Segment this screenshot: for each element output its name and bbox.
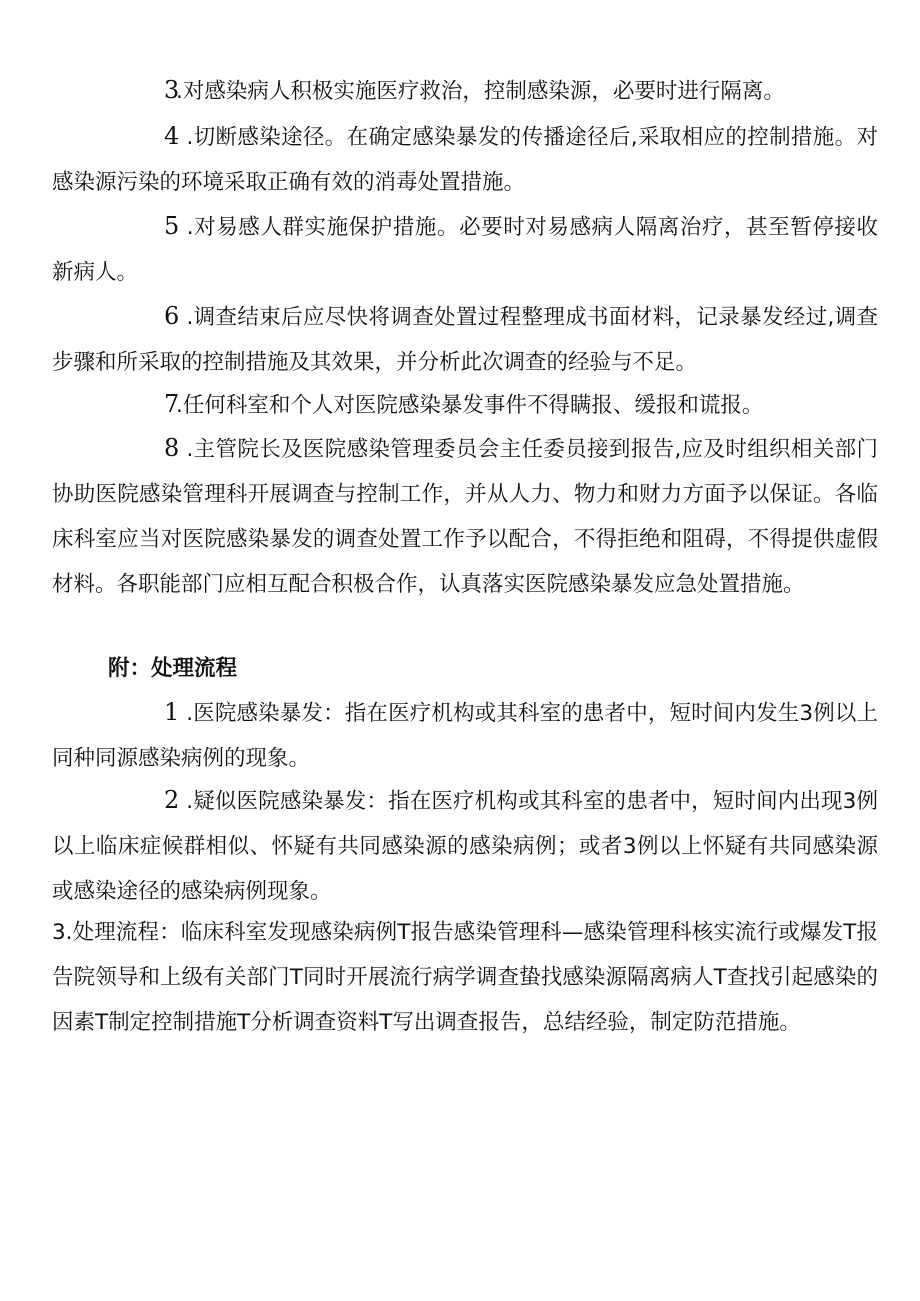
- paragraph-text: .切断感染途径。在确定感染暴发的传播途径后,采取相应的控制措施。对感染源污染的环境采取正确有效的消毒处置措施。: [52, 125, 878, 195]
- appendix-item-2: [52, 778, 878, 914]
- paragraph-text: .疑似医院感染暴发：指在医疗机构或其科室的患者中，短时间内出现3例以上临床症候群相似、怀疑有共同感染源的感染病例；或者3例以上怀疑有共同感染源或感染途径的感染病例现象。: [52, 789, 878, 904]
- paragraph-8: [52, 426, 878, 607]
- appendix-item-3: 3.处理流程：临床科室发现感染病例T报告感染管理科—感染管理科核实流行或爆发T报告院领导和上级有关部门T同时开展流行病学调查蛰找感染源隔离病人T查找引起感染的因素T制定控制措施T分析调查资料T写出调查报告，总结经验，制定防范措施。: [52, 920, 878, 1035]
- item-number: 1: [164, 698, 180, 726]
- item-number: 3: [164, 76, 180, 104]
- paragraph-4: [52, 114, 878, 205]
- item-number: 4: [164, 122, 180, 150]
- item-number: 5: [164, 212, 180, 240]
- item-number: 2: [164, 786, 180, 814]
- appendix-item-1: [52, 690, 878, 781]
- paragraph-text: .对易感人群实施保护措施。必要时对易感病人隔离治疗，甚至暂停接收新病人。: [52, 215, 878, 285]
- item-number: 8: [164, 434, 180, 462]
- paragraph-text: .任何科室和个人对医院感染暴发事件不得瞒报、缓报和谎报。: [176, 393, 764, 418]
- paragraph-6: [52, 294, 878, 385]
- item-number: 6: [164, 302, 180, 330]
- paragraph-5: [52, 204, 878, 295]
- paragraph-text: .医院感染暴发：指在医疗机构或其科室的患者中，短时间内发生3例以上同种同源感染病例的现象。: [52, 701, 878, 771]
- paragraph-text: .调查结束后应尽快将调查处置过程整理成书面材料，记录暴发经过,调查步骤和所采取的控制措施及其效果，并分析此次调查的经验与不足。: [52, 305, 878, 375]
- paragraph-text: .对感染病人积极实施医疗救治，控制感染源，必要时进行隔离。: [176, 79, 785, 104]
- paragraph-7: [52, 382, 878, 428]
- appendix-heading: 附：处理流程: [108, 656, 238, 681]
- paragraph-text: .主管院长及医院感染管理委员会主任委员接到报告,应及时组织相关部门协助医院感染管理科开展调查与控制工作，并从人力、物力和财力方面予以保证。各临床科室应当对医院感染暴发的调查处置工作予以配合，不得拒绝和阻碍，不得提供虚假材料。各职能部门应相互配合积极合作，认真落实医院感染暴发应急处置措施。: [52, 437, 878, 597]
- paragraph-3: [52, 68, 878, 114]
- item-number: 7: [164, 390, 180, 418]
